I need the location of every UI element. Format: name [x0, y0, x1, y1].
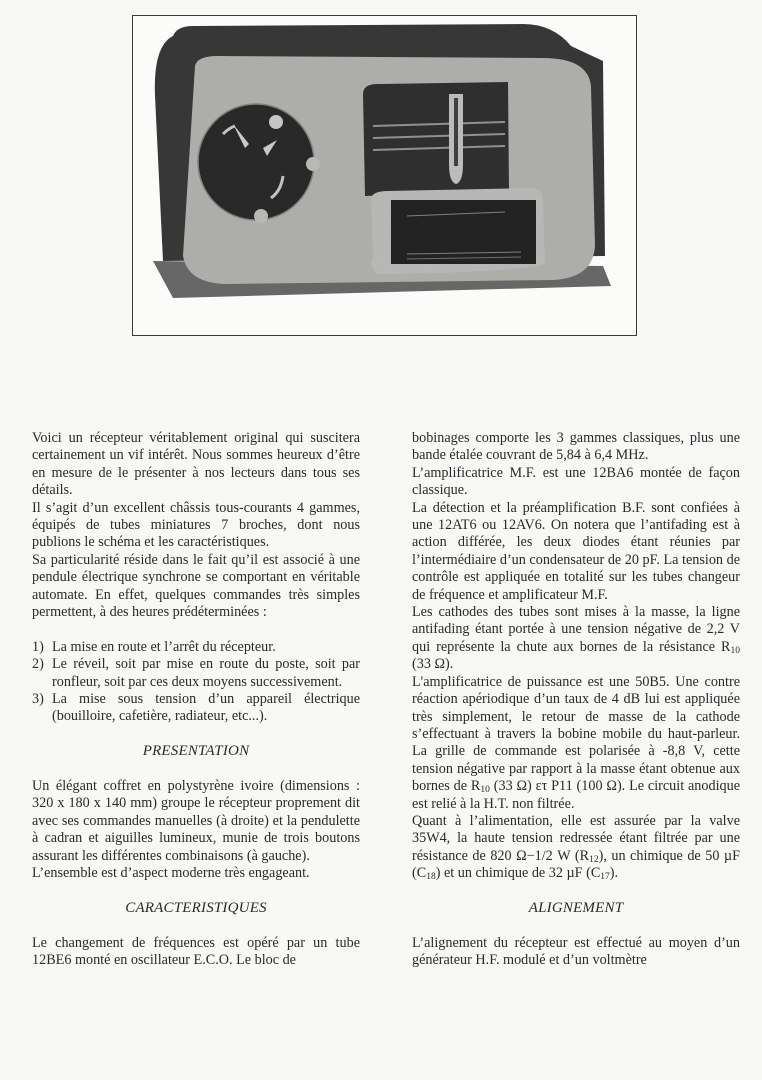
text-run: Les cathodes des tubes sont mises à la masse, la ligne antifading étant portée à une tension négative de 2,2 V qui représente la chute aux bornes de la résistance R: [412, 604, 740, 655]
spacer: [32, 883, 360, 900]
text-run: (33 Ω) ετ P11 (100 Ω). Le circuit anodique est relié à la H.T. non filtrée.: [412, 778, 740, 812]
intro-paragraph-1: Voici un récepteur véritablement original qui suscitera certainement un vif intérêt. Nous sommes heureux d’être en mesure de le présenter à nos lecteurs dans tous ses détails.: [32, 430, 360, 499]
clock-knob-bottom: [254, 209, 268, 223]
radio-photo: [132, 15, 637, 336]
subscript: 18: [426, 872, 436, 883]
text-run: L'amplificatrice de puissance est une 50B5. Une contre réaction apériodique d’un taux de 4 dB lui est appliquée très simplement, le retour de masse de la cathode s’effectuant à travers la bobine mobile du haut-parleur. La grille de commande est polarisée à -8,8 V, cette tension négative par rapport à la masse étant obtenue aux bornes de R: [412, 673, 740, 795]
left-column: [32, 430, 360, 970]
list-item: [32, 656, 360, 691]
section-heading-caracteristiques: CARACTERISTIQUES: [125, 899, 267, 916]
subscript: 10: [730, 645, 740, 656]
caracteristiques-paragraph-1: Le changement de fréquences est opéré par un tube 12BE6 monté en oscillateur E.C.O. Le bloc de: [32, 934, 360, 969]
features-list: [32, 639, 360, 726]
mf-paragraph: L’amplificatrice M.F. est une 12BA6 montée de façon classique.: [412, 464, 740, 499]
subscript: 17: [600, 872, 610, 883]
presentation-paragraph-1: Un élégant coffret en polystyrène ivoire (dimensions : 320 x 180 x 140 mm) groupe le récepteur proprement dit avec ses commandes manuelles (à droite) et la pendulette à cadran et aiguilles lumineux, munie de trois boutons assurant les différentes combinaisons (à gauche).: [32, 778, 360, 864]
presentation-paragraph-2: L’ensemble est d’aspect moderne très engageant.: [32, 865, 310, 882]
puissance-paragraph: [412, 674, 740, 813]
intro-paragraph-3: Sa particularité réside dans le fait qu’il est associé à une pendule électrique synchrone se comportant en véritable automate. En effet, quelques commandes très simples permettent, à des heures prédéterminées :: [32, 551, 360, 621]
list-number: 2): [32, 656, 44, 673]
spacer: [412, 917, 740, 934]
section-heading-presentation: PRESENTATION: [142, 743, 250, 760]
list-number: 1): [32, 638, 44, 655]
speaker-grille: [363, 82, 509, 196]
spacer: [32, 621, 360, 638]
list-item: [32, 691, 360, 726]
spacer: [32, 726, 360, 743]
spacer: [412, 883, 740, 900]
cathodes-paragraph: [412, 604, 740, 674]
spacer: [32, 761, 360, 778]
alignement-paragraph-1: L’alignement du récepteur est effectué au moyen d’un générateur H.F. modulé et d’un voltmètre: [412, 934, 740, 969]
tuning-dial-window: [371, 188, 545, 274]
list-text: La mise sous tension d’un appareil électrique (bouilloire, cafetière, radiateur, etc...).: [52, 691, 360, 725]
detection-paragraph: La détection et la préamplification B.F. sont confiées à une 12AT6 ou 12AV6. On notera que l’antifading est à action différée, les deux diodes étant réunies par l’intermédiaire d’un condensateur de 20 pF. La tension de contrôle est appliquée en totalité sur les tubes changeur de fréquence et amplificateur M.F.: [412, 499, 740, 603]
subscript: 12: [589, 854, 599, 865]
radio-illustration: [133, 16, 635, 334]
bobinages-paragraph: bobinages comporte les 3 gammes classiques, plus une bande étalée couvrant de 5,84 à 6,4 MHz.: [412, 430, 740, 464]
list-number: 3): [32, 691, 44, 708]
right-column: [412, 430, 740, 970]
spacer: [32, 917, 360, 934]
list-text: Le réveil, soit par mise en route du poste, soit par ronfleur, soit par ces deux moyens successivement.: [52, 656, 360, 690]
subscript: 10: [480, 785, 490, 796]
section-heading-alignement: ALIGNEMENT: [528, 899, 624, 916]
list-text: La mise en route et l’arrêt du récepteur.: [52, 638, 276, 655]
text-run: (33 Ω).: [412, 656, 454, 673]
text-run: Quant à l’alimentation, elle est assurée par la valve 35W4, la haute tension redressée étant filtrée par une résistance de 820 Ω−1/2 W (R: [412, 812, 740, 864]
text-run: ).: [609, 865, 619, 882]
text-run: ) et un chimique de 32 µF (C: [435, 865, 601, 882]
text-run: ), un chimique de 50 µF (C: [412, 847, 740, 882]
list-item: [32, 639, 360, 656]
clock-knob-right: [306, 157, 320, 171]
intro-paragraph-2: Il s’agit d’un excellent châssis tous-courants 4 gammes, équipés de tubes miniatures 7 broches, dont nous publions le schéma et les caractéristiques.: [32, 499, 360, 551]
alimentation-paragraph: [412, 813, 740, 883]
